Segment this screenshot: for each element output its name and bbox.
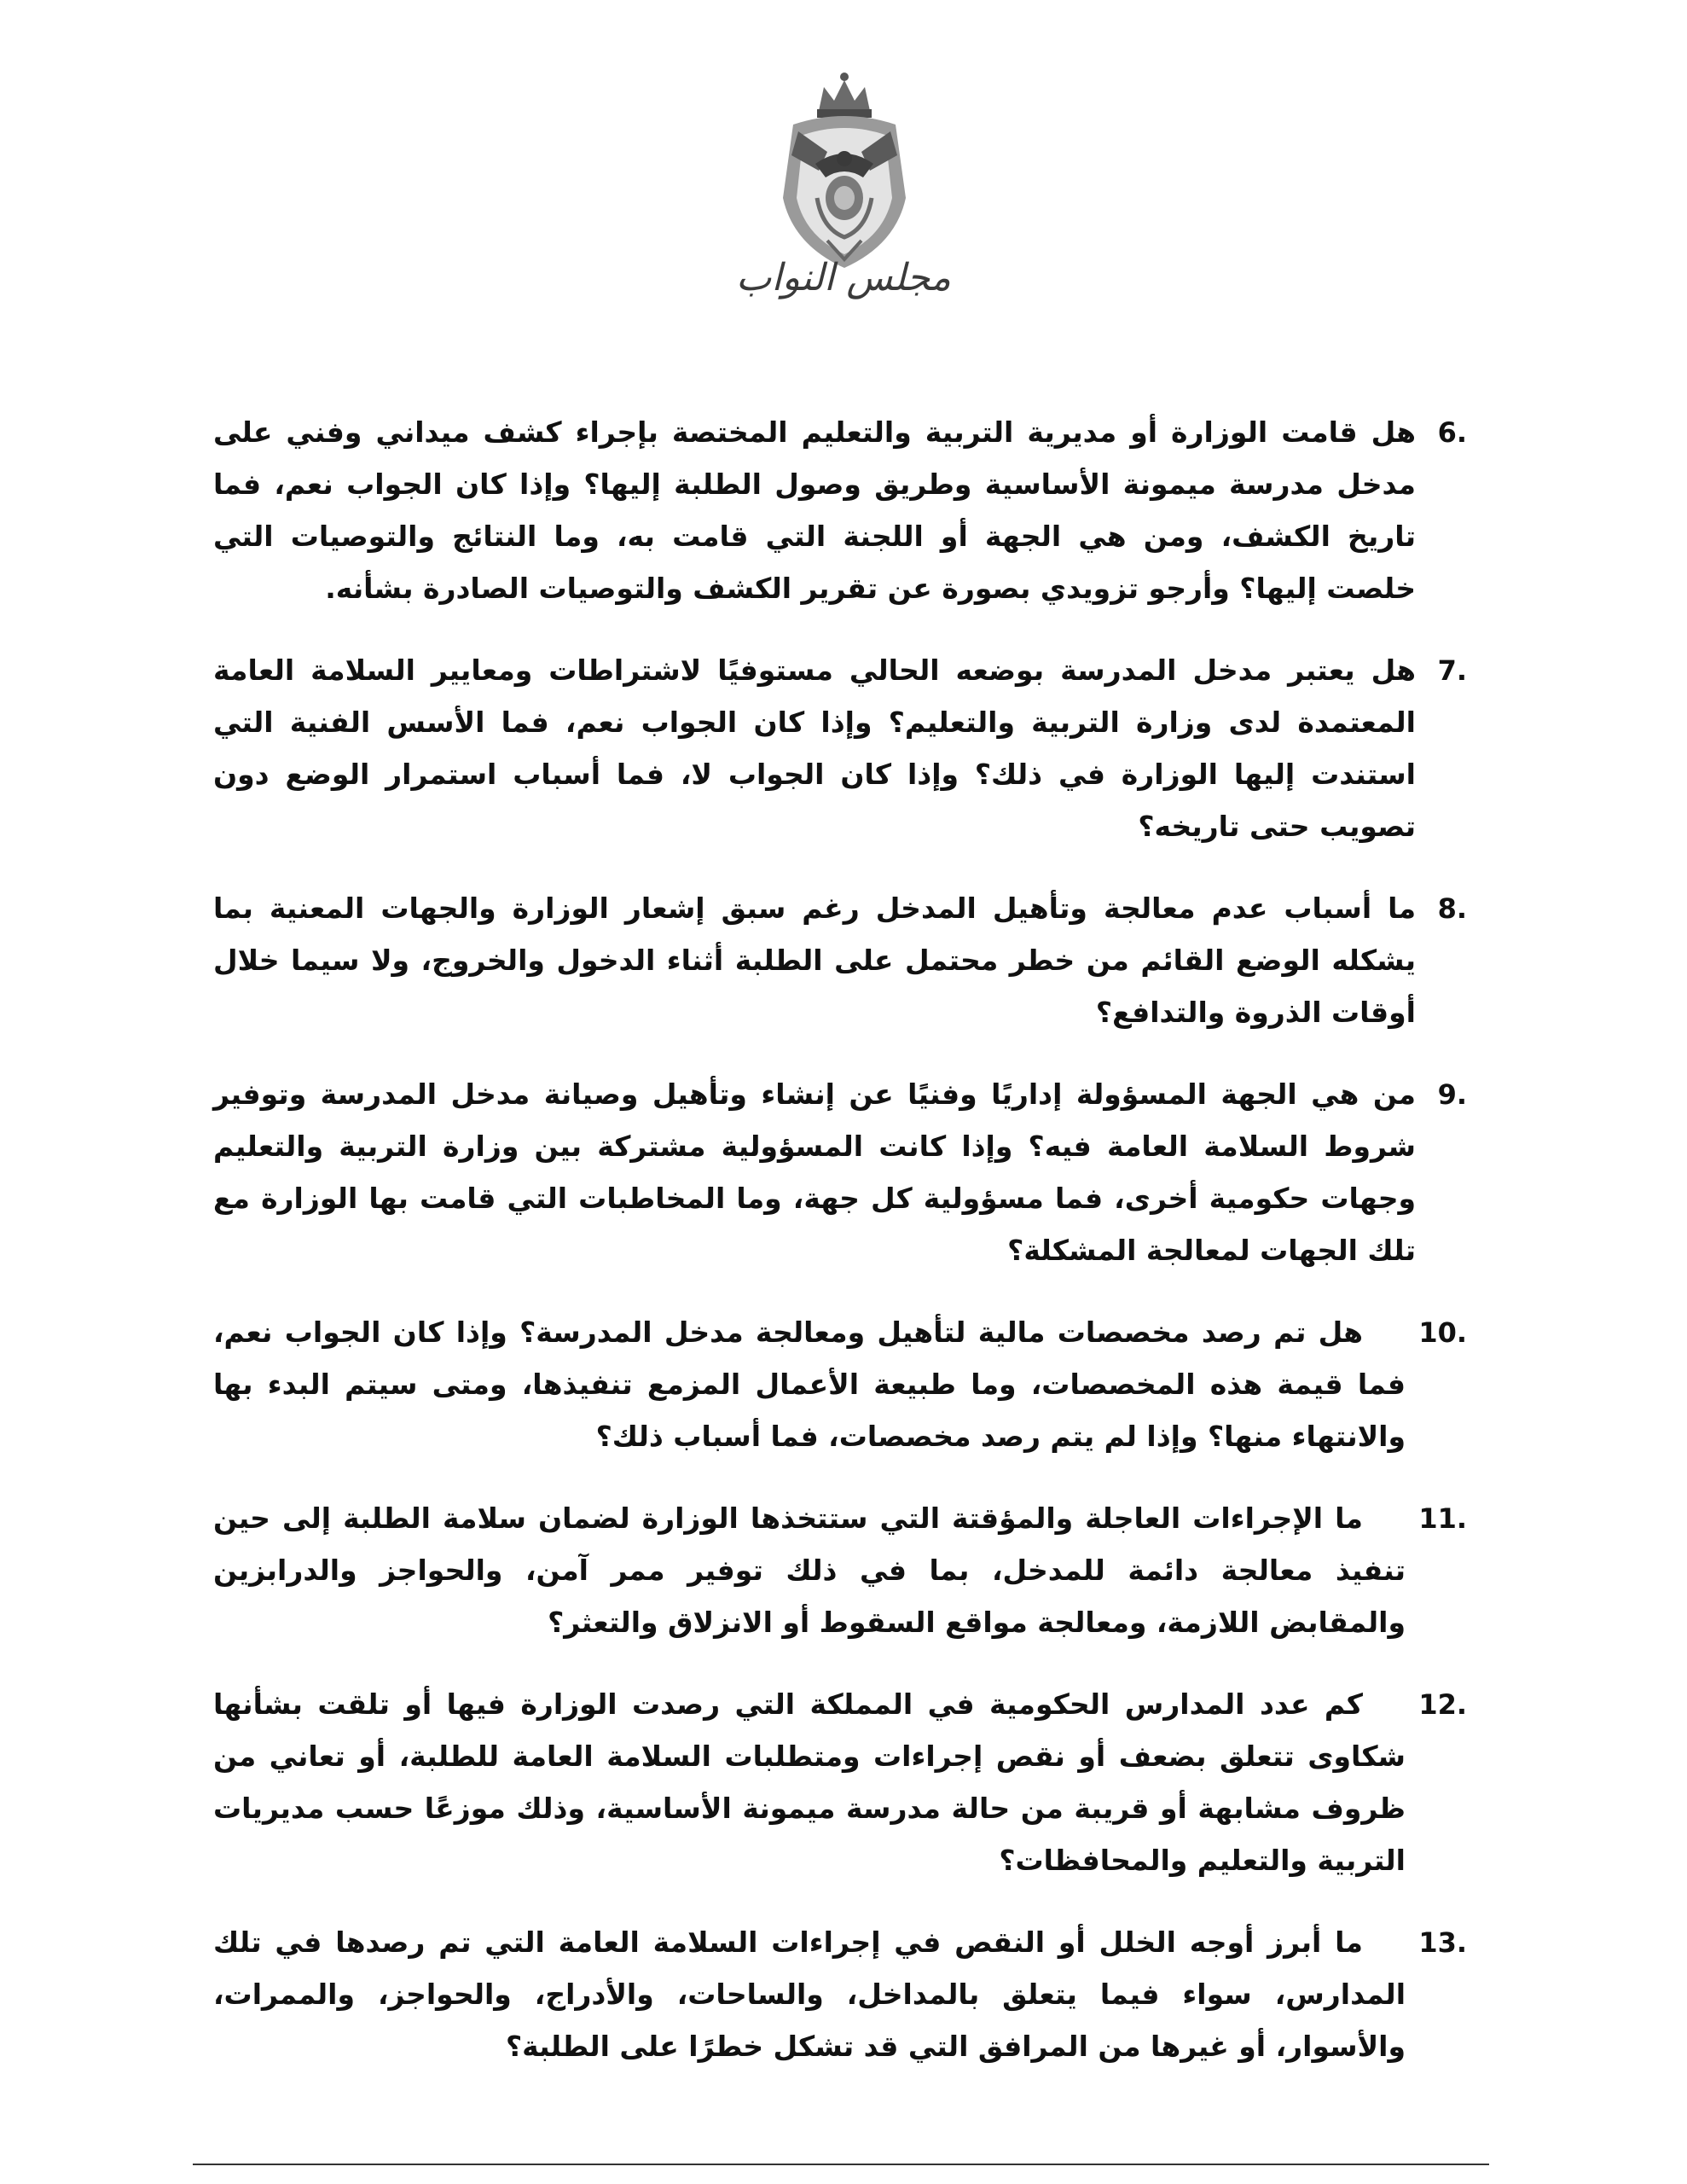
question-number: 6. [1437,416,1467,449]
question-text: من هي الجهة المسؤولة إداريًا وفنيًا عن إنشاء وتأهيل وصيانة مدخل المدرسة وتوفير شروط السلامة العامة فيه؟ وإذا كانت المسؤولية مشتركة بين وزارة التربية والتعليم وجهات حكومية أخرى، فما مسؤولية كل جهة، وما المخاطبات التي قامت بها الوزارة مع تلك الجهات لمعالجة المشكلة؟ [213,1077,1416,1267]
question-item [213,644,1467,852]
footer-divider [193,2164,1489,2165]
council-name-calligraphy: مجلس النواب [736,256,951,299]
question-item [213,1916,1467,2072]
question-number: 12. [1418,1688,1467,1721]
question-item [213,1678,1467,1886]
question-item [213,882,1467,1038]
question-text: هل قامت الوزارة أو مديرية التربية والتعليم المختصة بإجراء كشف ميداني وفني على مدخل مدرسة ميمونة الأساسية وطريق وصول الطلبة إليها؟ وإذا كان الجواب نعم، فما تاريخ الكشف، ومن هي الجهة أو اللجنة التي قامت به، وما النتائج والتوصيات التي خلصت إليها؟ وأرجو تزويدي بصورة عن تقرير الكشف والتوصيات الصادرة بشأنه. [213,415,1416,605]
question-number: 8. [1437,892,1467,925]
question-number: 10. [1418,1316,1467,1349]
question-text: هل يعتبر مدخل المدرسة بوضعه الحالي مستوفيًا لاشتراطات ومعايير السلامة العامة المعتمدة لدى وزارة التربية والتعليم؟ وإذا كان الجواب نعم، فما الأسس الفنية التي استندت إليها الوزارة في ذلك؟ وإذا كان الجواب لا، فما أسباب استمرار الوضع دون تصويب حتى تاريخه؟ [213,653,1416,843]
question-item [213,1068,1467,1276]
question-number: 11. [1418,1502,1467,1535]
question-number: 13. [1418,1926,1467,1959]
question-text: ما الإجراءات العاجلة والمؤقتة التي ستتخذها الوزارة لضمان سلامة الطلبة إلى حين تنفيذ معالجة دائمة للمدخل، بما في ذلك توفير ممر آمن، والحواجز والدرابزين والمقابض اللازمة، ومعالجة مواقع السقوط أو الانزلاق والتعثر؟ [213,1502,1406,1639]
question-text: كم عدد المدارس الحكومية في المملكة التي رصدت الوزارة فيها أو تلقت بشأنها شكاوى تتعلق بضعف أو نقص إجراءات ومتطلبات السلامة العامة للطلبة، أو تعاني من ظروف مشابهة أو قريبة من حالة مدرسة ميمونة الأساسية، وذلك موزعًا حسب مديريات التربية والتعليم والمحافظات؟ [213,1687,1406,1877]
crown-emblem-icon [768,70,921,275]
question-item [213,1306,1467,1462]
question-text: ما أسباب عدم معالجة وتأهيل المدخل رغم سبق إشعار الوزارة والجهات المعنية بما يشكله الوضع القائم من خطر محتمل على الطلبة أثناء الدخول والخروج، ولا سيما خلال أوقات الذروة والتدافع؟ [213,892,1416,1029]
coat-of-arms-emblem [768,70,921,275]
question-number: 9. [1437,1078,1467,1111]
question-item [213,406,1467,614]
question-text: ما أبرز أوجه الخلل أو النقص في إجراءات السلامة العامة التي تم رصدها في تلك المدارس، سواء فيما يتعلق بالمداخل، والساحات، والأدراج، والحواجز، والممرات، والأسوار، أو غيرها من المرافق التي قد تشكل خطرًا على الطلبة؟ [213,1926,1406,2063]
questions-list [213,406,1467,2102]
question-item [213,1492,1467,1648]
question-number: 7. [1437,654,1467,687]
question-text: هل تم رصد مخصصات مالية لتأهيل ومعالجة مدخل المدرسة؟ وإذا كان الجواب نعم، فما قيمة هذه المخصصات، وما طبيعة الأعمال المزمع تنفيذها، ومتى سيتم البدء بها والانتهاء منها؟ وإذا لم يتم رصد مخصصات، فما أسباب ذلك؟ [213,1316,1406,1453]
